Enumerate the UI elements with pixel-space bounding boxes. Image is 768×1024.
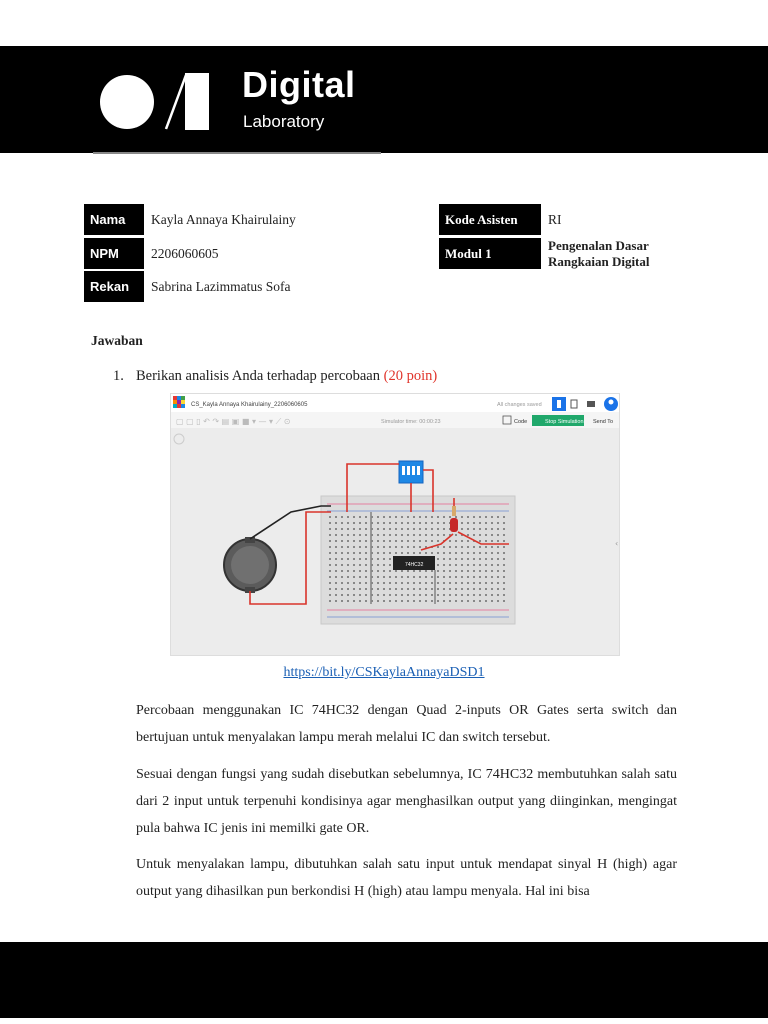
zoom-icon[interactable] — [174, 434, 184, 444]
list-icon[interactable] — [587, 401, 595, 407]
modul-value-line2: Rangkaian Digital — [548, 254, 650, 269]
modul-value — [548, 238, 650, 270]
logo-circle-icon — [100, 75, 154, 129]
toolbar-icons[interactable]: ▢ ▢ ▯ ↶ ↷ ▤ ▣ ■ ▾ — ▾ ⟋ ⊙ — [176, 417, 291, 426]
header-divider — [93, 152, 381, 154]
tinkercad-logo-icon — [173, 396, 185, 408]
nama-label: Nama — [84, 204, 144, 235]
simulation-link[interactable]: https://bit.ly/CSKaylaAnnayaDSD1 — [283, 665, 485, 680]
nama-value: Kayla Annaya Khairulainy — [151, 211, 296, 227]
question-points: (20 poin) — [383, 368, 438, 384]
collapse-panel-icon[interactable]: ‹ — [615, 539, 619, 548]
rekan-value: Sabrina Lazimmatus Sofa — [151, 278, 291, 294]
npm-label: NPM — [84, 238, 144, 269]
rekan-label: Rekan — [84, 271, 144, 302]
paragraph-1: Percobaan menggunakan IC 74HC32 dengan Quad 2-inputs OR Gates serta switch dan bertujuan untuk menyalakan lampu merah melalui IC dan switch tersebut. — [136, 703, 677, 745]
kode-asisten-value: RI — [548, 211, 562, 227]
modul-label: Modul 1 — [439, 238, 541, 269]
sim-project-title: CS_Kayla Annaya Khairulainy_2206060605 — [191, 402, 308, 408]
question-number: 1. — [113, 368, 124, 384]
resistor[interactable] — [452, 506, 456, 516]
simulator-screenshot — [170, 393, 620, 656]
logo-bar-icon — [185, 73, 209, 130]
sim-saved-status: All changes saved — [497, 402, 542, 408]
footer-banner — [0, 942, 768, 1018]
kode-asisten-label: Kode Asisten — [439, 204, 541, 235]
circuit-view-icon — [557, 400, 561, 408]
question-body: Berikan analisis Anda terhadap percobaan — [136, 368, 384, 384]
sim-timer: Simulator time: 00:00:23 — [381, 419, 441, 425]
brand-subtitle: Laboratory — [243, 112, 325, 131]
section-heading: Jawaban — [91, 333, 143, 348]
ic-label: 74HC32 — [405, 562, 424, 568]
modul-value-line1: Pengenalan Dasar — [548, 238, 649, 253]
red-led[interactable] — [450, 518, 458, 532]
send-to-button[interactable]: Send To — [593, 419, 614, 425]
paragraph-3: Untuk menyalakan lampu, dibutuhkan salah satu input untuk mendapat sinyal H (high) agar output yang dihasilkan pun berkondisi H (high) atau lampu menyala. Hal ini bisa — [136, 857, 677, 899]
simulator-canvas — [171, 394, 620, 656]
code-button[interactable]: Code — [514, 419, 528, 425]
stop-simulation-label: Stop Simulation — [545, 419, 584, 425]
paragraph-2: Sesuai dengan fungsi yang sudah disebutkan sebelumnya, IC 74HC32 membutuhkan salah satu dari 2 input untuk terpenuhi kondisinya agar menghasilkan output yang diinginkan, mengingat pula bahwa IC jenis ini memilki gate OR. — [136, 767, 677, 836]
npm-value: 2206060605 — [151, 245, 219, 261]
question-text — [136, 368, 437, 385]
brand-title: Digital — [242, 64, 356, 105]
